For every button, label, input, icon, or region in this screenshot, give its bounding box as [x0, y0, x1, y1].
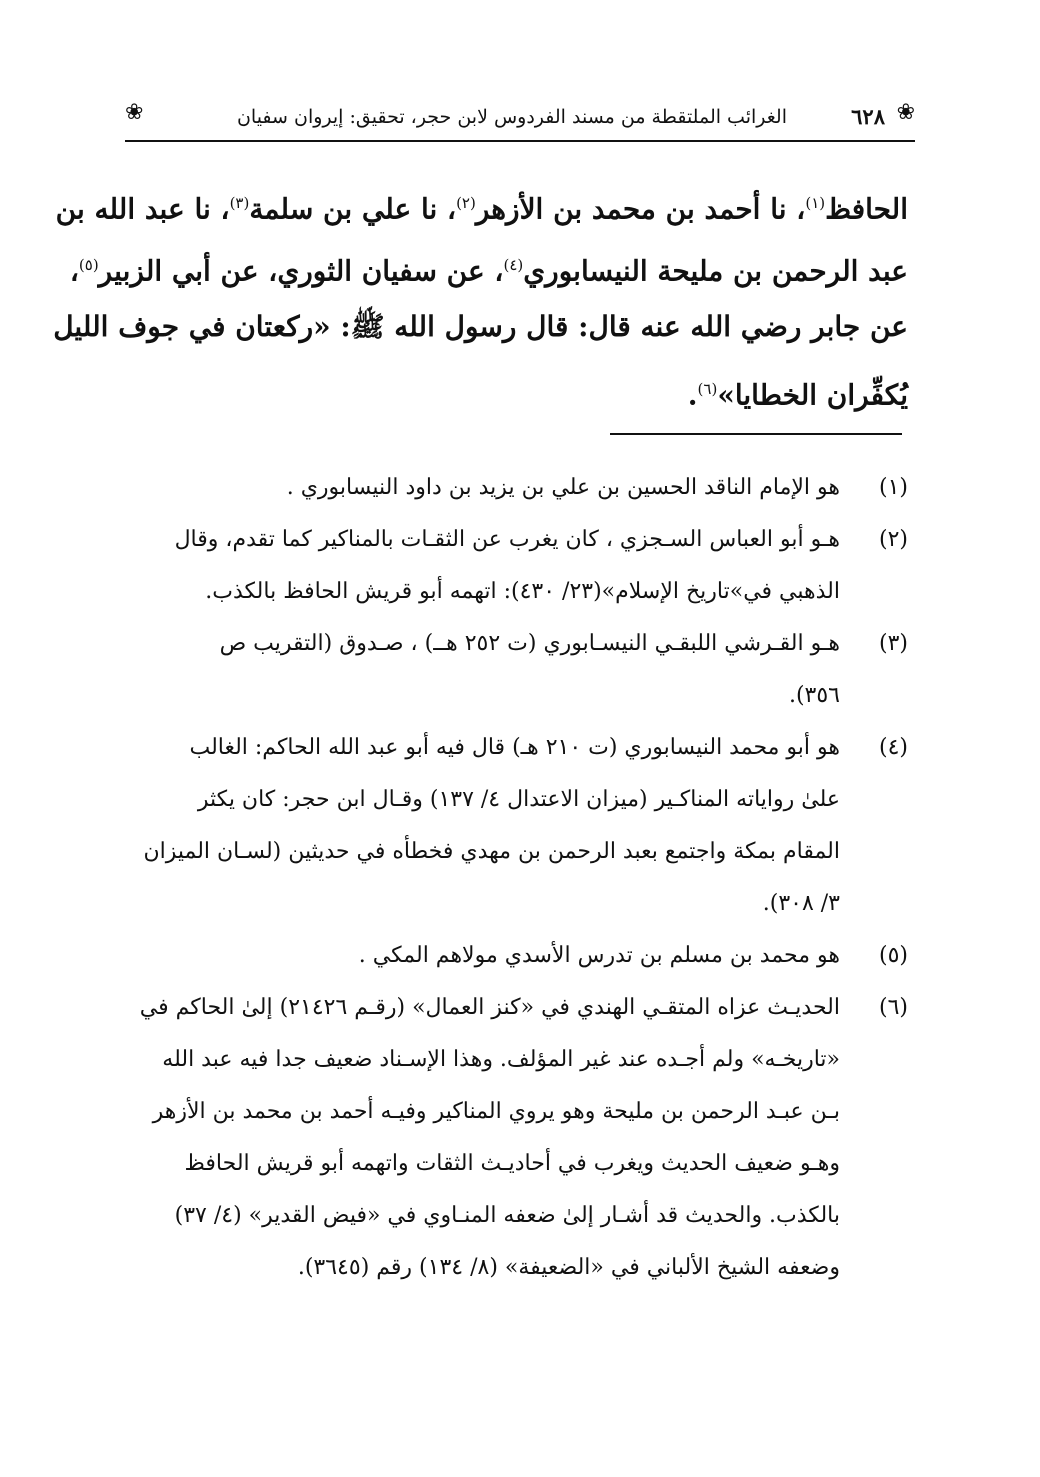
text-segment: الحافظ — [825, 192, 908, 226]
header-rule — [125, 140, 915, 142]
footnote-line: المقام بمكة واجتمع بعبد الرحمن بن مهدي فخطأه في حديثين (لسـان الميزان — [143, 839, 840, 864]
footnote-line: الحديـث عزاه المتقـي الهندي في «كنز العمال» (رقـم ٢١٤٢٦) إلىٰ الحاكم في — [139, 995, 840, 1020]
footnote-number: (٥) — [878, 943, 908, 968]
footnote-separator — [610, 433, 902, 435]
main-line-4 — [128, 358, 908, 420]
ornament-right-icon: ❀ — [896, 100, 915, 125]
footnote-line: هو محمد بن مسلم بن تدرس الأسدي مولاهم المكي . — [358, 943, 840, 968]
footnote-line: بالكذب. والحديث قد أشـار إلىٰ ضعفه المنـاوي في «فيض القدير» (٤/ ٣٧) — [174, 1203, 840, 1228]
footnote-line: «تاريخـه» ولم أجـده عند غير المؤلف. وهذا الإسـناد ضعيف جدا فيه عبد الله — [162, 1047, 840, 1072]
footnote-line: الذهبي في»تاريخ الإسلام»(٢٣/ ٤٣٠): اتهمه أبو قريش الحافظ بالكذب. — [205, 579, 840, 604]
footnote-line: ٣٥٦). — [788, 683, 840, 708]
text-segment: ، عن سفيان الثوري، عن أبي الزبير — [98, 254, 504, 288]
footnote-line: بـن عبـد الرحمن بن مليحة وهو يروي المناكير وفيـه أحمد بن محمد بن الأزهر — [152, 1099, 840, 1124]
footnote-line: هو أبو محمد النيسابوري (ت ٢١٠ هـ) قال فيه أبو عبد الله الحاكم: الغالب — [189, 735, 840, 760]
text-segment: ، — [69, 254, 79, 288]
footnote-5 — [130, 930, 908, 982]
footnote-line: هـو القـرشي اللبقـي النيسـابوري (ت ٢٥٢ هــ) ، صـدوق (التقريب ص — [219, 631, 840, 656]
footnote-number: (٢) — [878, 527, 908, 552]
page-number: ٦٢٨ — [851, 104, 885, 129]
text-segment: ، نا أحمد بن محمد بن الأزهر — [475, 192, 806, 226]
text-segment: عبد الرحمن بن مليحة النيسابوري — [523, 254, 908, 288]
footnote-line: ٣/ ٣٠٨). — [762, 891, 840, 916]
footnote-4 — [130, 722, 908, 930]
text-segment: يُكفِّران الخطايا» — [717, 378, 908, 412]
footnote-6 — [130, 982, 908, 1294]
footnote-2 — [130, 514, 908, 618]
text-segment: ، نا علي بن سلمة — [249, 192, 457, 226]
footnote-number: (٣) — [878, 631, 908, 656]
text-segment: . — [687, 378, 698, 412]
footnote-line: هـو أبو العباس السـجزي ، كان يغرب عن الثقـات بالمناكير كما تقدم، وقال — [174, 527, 840, 552]
footnote-line: وهـو ضعيف الحديث ويغرب في أحاديـث الثقات واتهمه أبو قريش الحافظ — [184, 1151, 840, 1176]
main-line-1 — [55, 172, 908, 234]
main-text — [53, 172, 908, 420]
footnote-3 — [130, 618, 908, 722]
footnote-number: (١) — [878, 475, 908, 500]
footnote-ref[interactable]: (٦) — [697, 380, 718, 398]
footnote-line: علىٰ رواياته المناكـير (ميزان الاعتدال ٤/ ١٣٧) وقـال ابن حجر: كان يكثر — [197, 787, 840, 812]
footnotes — [130, 462, 908, 1294]
footnote-line: هو الإمام الناقد الحسين بن علي بن يزيد بن داود النيسابوري . — [286, 475, 840, 500]
text-segment: عن جابر رضي الله عنه قال: قال رسول الله ﷺ: «ركعتان في جوف الليل — [53, 310, 908, 343]
footnote-ref[interactable]: (٢) — [456, 194, 476, 212]
running-title: الغرائب الملتقطة من مسند الفردوس لابن حجر، تحقيق: إيروان سفيان — [236, 106, 787, 128]
text-segment: ، نا عبد الله بن — [55, 192, 230, 226]
main-line-2 — [69, 234, 908, 296]
footnote-1 — [130, 462, 908, 514]
footnote-line: وضعفه الشيخ الألباني في «الضعيفة» (٨/ ١٣٤) رقم (٣٦٤٥). — [297, 1255, 840, 1280]
footnote-number: (٤) — [878, 735, 908, 760]
footnote-ref[interactable]: (٥) — [78, 256, 99, 274]
page-header — [125, 96, 915, 142]
footnote-ref[interactable]: (١) — [805, 194, 826, 212]
main-line-3 — [53, 296, 908, 358]
ornament-left-icon: ❀ — [125, 100, 144, 125]
footnote-ref[interactable]: (٤) — [503, 256, 524, 274]
footnote-ref[interactable]: (٣) — [229, 194, 250, 212]
footnote-number: (٦) — [878, 995, 908, 1020]
